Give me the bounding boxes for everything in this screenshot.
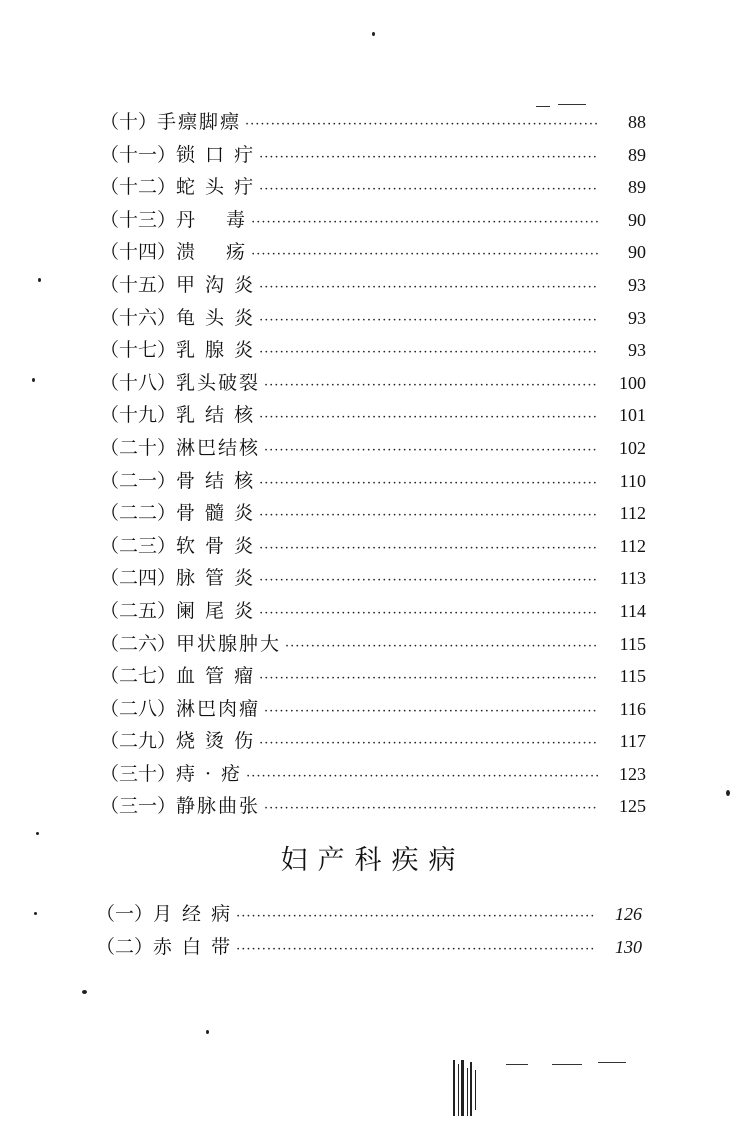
toc-entry-title: 静脉曲张 <box>176 795 261 818</box>
toc-entry-number: （二八） <box>100 697 177 720</box>
toc-entry <box>96 898 642 931</box>
toc-entry-title: 乳头破裂 <box>176 371 261 394</box>
toc-entry-page: 125 <box>619 796 646 817</box>
toc-entry-number: （二七） <box>100 665 177 688</box>
toc-entry <box>100 595 646 628</box>
toc-entry-page: 113 <box>619 568 646 589</box>
toc-entry <box>100 106 646 139</box>
dot-leader <box>259 565 598 598</box>
toc-entry-page: 115 <box>619 666 646 687</box>
dot-leader <box>245 109 598 142</box>
toc-entry <box>100 758 646 791</box>
scan-line <box>552 1064 582 1065</box>
scan-speck <box>206 1030 209 1034</box>
toc-entry-number: （十八） <box>100 371 177 394</box>
toc-entry-title: 骨 髓 炎 <box>176 502 256 525</box>
toc-entry-number: （二五） <box>100 599 177 622</box>
dot-leader <box>246 761 598 794</box>
dot-leader <box>259 663 598 696</box>
dot-leader <box>264 370 598 403</box>
dot-leader <box>259 337 598 370</box>
toc-entry-number: （二六） <box>100 632 177 655</box>
toc-entry <box>100 693 646 726</box>
dot-leader <box>259 533 598 566</box>
toc-entry-number: （十五） <box>100 273 177 296</box>
toc-entry-page: 102 <box>619 437 646 458</box>
toc-entry <box>100 269 646 302</box>
toc-entry-number: （十九） <box>100 404 177 427</box>
dot-leader <box>259 728 598 761</box>
scan-speck <box>36 832 39 835</box>
scan-speck <box>726 790 730 796</box>
dot-leader <box>264 696 598 729</box>
scan-line <box>558 104 586 105</box>
toc-entry-title: 软 骨 炎 <box>176 534 256 557</box>
toc-entry-title: 痔 · 疮 <box>176 762 243 785</box>
toc-entry-page: 116 <box>619 698 646 719</box>
toc-entry <box>100 660 646 693</box>
toc-entry-title: 丹 毒 <box>176 208 248 231</box>
toc-entry-page: 88 <box>628 112 646 132</box>
toc-entry-number: （十六） <box>100 306 177 329</box>
toc-entry-number: （二二） <box>100 502 177 525</box>
toc-entry <box>100 628 646 661</box>
toc-entry <box>100 367 646 400</box>
toc-entry <box>100 432 646 465</box>
toc-entry-number: （二三） <box>100 534 177 557</box>
toc-entry <box>100 302 646 335</box>
toc-entry-number: （十四） <box>100 241 177 264</box>
scan-speck <box>34 912 37 915</box>
toc-entry-title: 血 管 瘤 <box>176 665 256 688</box>
dot-leader <box>264 793 598 826</box>
toc-entry-page: 114 <box>619 600 646 621</box>
toc-entry-number: （二） <box>96 935 154 958</box>
toc-entry <box>100 790 646 823</box>
table-of-contents-surgery <box>100 106 646 823</box>
toc-entry-page: 112 <box>619 535 646 556</box>
scan-speck <box>82 990 87 994</box>
toc-entry-number: （二一） <box>100 469 177 492</box>
toc-entry-page: 93 <box>628 274 646 295</box>
toc-entry-title: 淋巴肉瘤 <box>176 697 261 720</box>
scan-line <box>598 1062 626 1063</box>
toc-entry-number: （三十） <box>100 762 177 785</box>
section-heading: 妇产科疾病 <box>280 845 466 876</box>
toc-entry <box>100 171 646 204</box>
toc-entry-number: （十七） <box>100 339 177 362</box>
dot-leader <box>264 435 598 468</box>
toc-entry-number: （十二） <box>100 176 177 199</box>
scan-speck <box>38 278 41 282</box>
scan-speck <box>372 32 375 36</box>
toc-entry-number: （十） <box>100 111 158 133</box>
toc-entry-title: 月 经 病 <box>153 903 233 925</box>
toc-entry-title: 甲 沟 炎 <box>176 273 256 296</box>
toc-entry <box>100 497 646 530</box>
toc-entry-page: 126 <box>615 904 642 924</box>
dot-leader <box>251 207 598 240</box>
dot-leader <box>259 272 598 305</box>
toc-entry-title: 阑 尾 炎 <box>176 599 256 622</box>
toc-entry <box>100 236 646 269</box>
toc-entry <box>100 562 646 595</box>
toc-entry <box>100 204 646 237</box>
toc-entry-page: 89 <box>628 177 646 198</box>
toc-entry-number: （二九） <box>100 730 177 753</box>
scan-speck <box>32 378 35 382</box>
toc-entry-title: 溃 疡 <box>176 241 248 264</box>
toc-entry-title: 脉 管 炎 <box>176 567 256 590</box>
toc-entry-title: 赤 白 带 <box>153 935 233 958</box>
toc-entry-page: 93 <box>628 340 646 361</box>
dot-leader <box>259 305 598 338</box>
toc-entry-page: 89 <box>628 144 646 165</box>
table-of-contents-gynecology <box>96 898 642 963</box>
dot-leader <box>259 468 598 501</box>
toc-entry-title: 手瘭脚瘭 <box>157 111 242 133</box>
dot-leader <box>236 901 594 934</box>
toc-entry-number: （十一） <box>100 143 177 166</box>
toc-entry-page: 112 <box>619 503 646 524</box>
dot-leader <box>259 598 598 631</box>
dot-leader <box>259 402 598 435</box>
toc-entry-title: 乳 腺 炎 <box>176 339 256 362</box>
scan-line <box>536 106 550 107</box>
toc-entry-number: （二十） <box>100 436 177 459</box>
barcode-icon <box>452 1060 480 1116</box>
toc-entry-title: 龟 头 炎 <box>176 306 256 329</box>
toc-entry-title: 蛇 头 疔 <box>176 176 256 199</box>
toc-entry-page: 115 <box>619 633 646 654</box>
toc-entry <box>100 530 646 563</box>
toc-entry-page: 90 <box>628 209 646 230</box>
toc-entry-page: 101 <box>619 405 646 426</box>
toc-entry <box>100 725 646 758</box>
dot-leader <box>236 934 594 967</box>
toc-entry <box>100 399 646 432</box>
toc-entry-title: 甲状腺肿大 <box>176 632 282 655</box>
toc-entry <box>100 465 646 498</box>
toc-entry-title: 骨 结 核 <box>176 469 256 492</box>
toc-entry <box>100 334 646 367</box>
toc-entry <box>100 139 646 172</box>
toc-entry-page: 90 <box>628 242 646 263</box>
toc-entry-page: 123 <box>619 763 646 784</box>
toc-entry-page: 130 <box>615 936 642 957</box>
toc-entry-page: 117 <box>619 731 646 752</box>
dot-leader <box>285 631 598 664</box>
dot-leader <box>259 500 598 533</box>
toc-entry-number: （一） <box>96 903 154 925</box>
dot-leader <box>259 174 598 207</box>
toc-entry-title: 淋巴结核 <box>176 436 261 459</box>
toc-entry-title: 锁 口 疔 <box>176 143 256 166</box>
toc-entry-number: （十三） <box>100 208 177 231</box>
dot-leader <box>251 239 598 272</box>
toc-entry-number: （三一） <box>100 795 177 818</box>
toc-entry-page: 93 <box>628 307 646 328</box>
dot-leader <box>259 142 598 175</box>
toc-entry-title: 乳 结 核 <box>176 404 256 427</box>
scan-line <box>506 1064 528 1065</box>
toc-entry-title: 烧 烫 伤 <box>176 730 256 753</box>
toc-entry-page: 100 <box>619 372 646 393</box>
toc-entry-page: 110 <box>619 470 646 491</box>
toc-entry-number: （二四） <box>100 567 177 590</box>
toc-entry <box>96 931 642 964</box>
